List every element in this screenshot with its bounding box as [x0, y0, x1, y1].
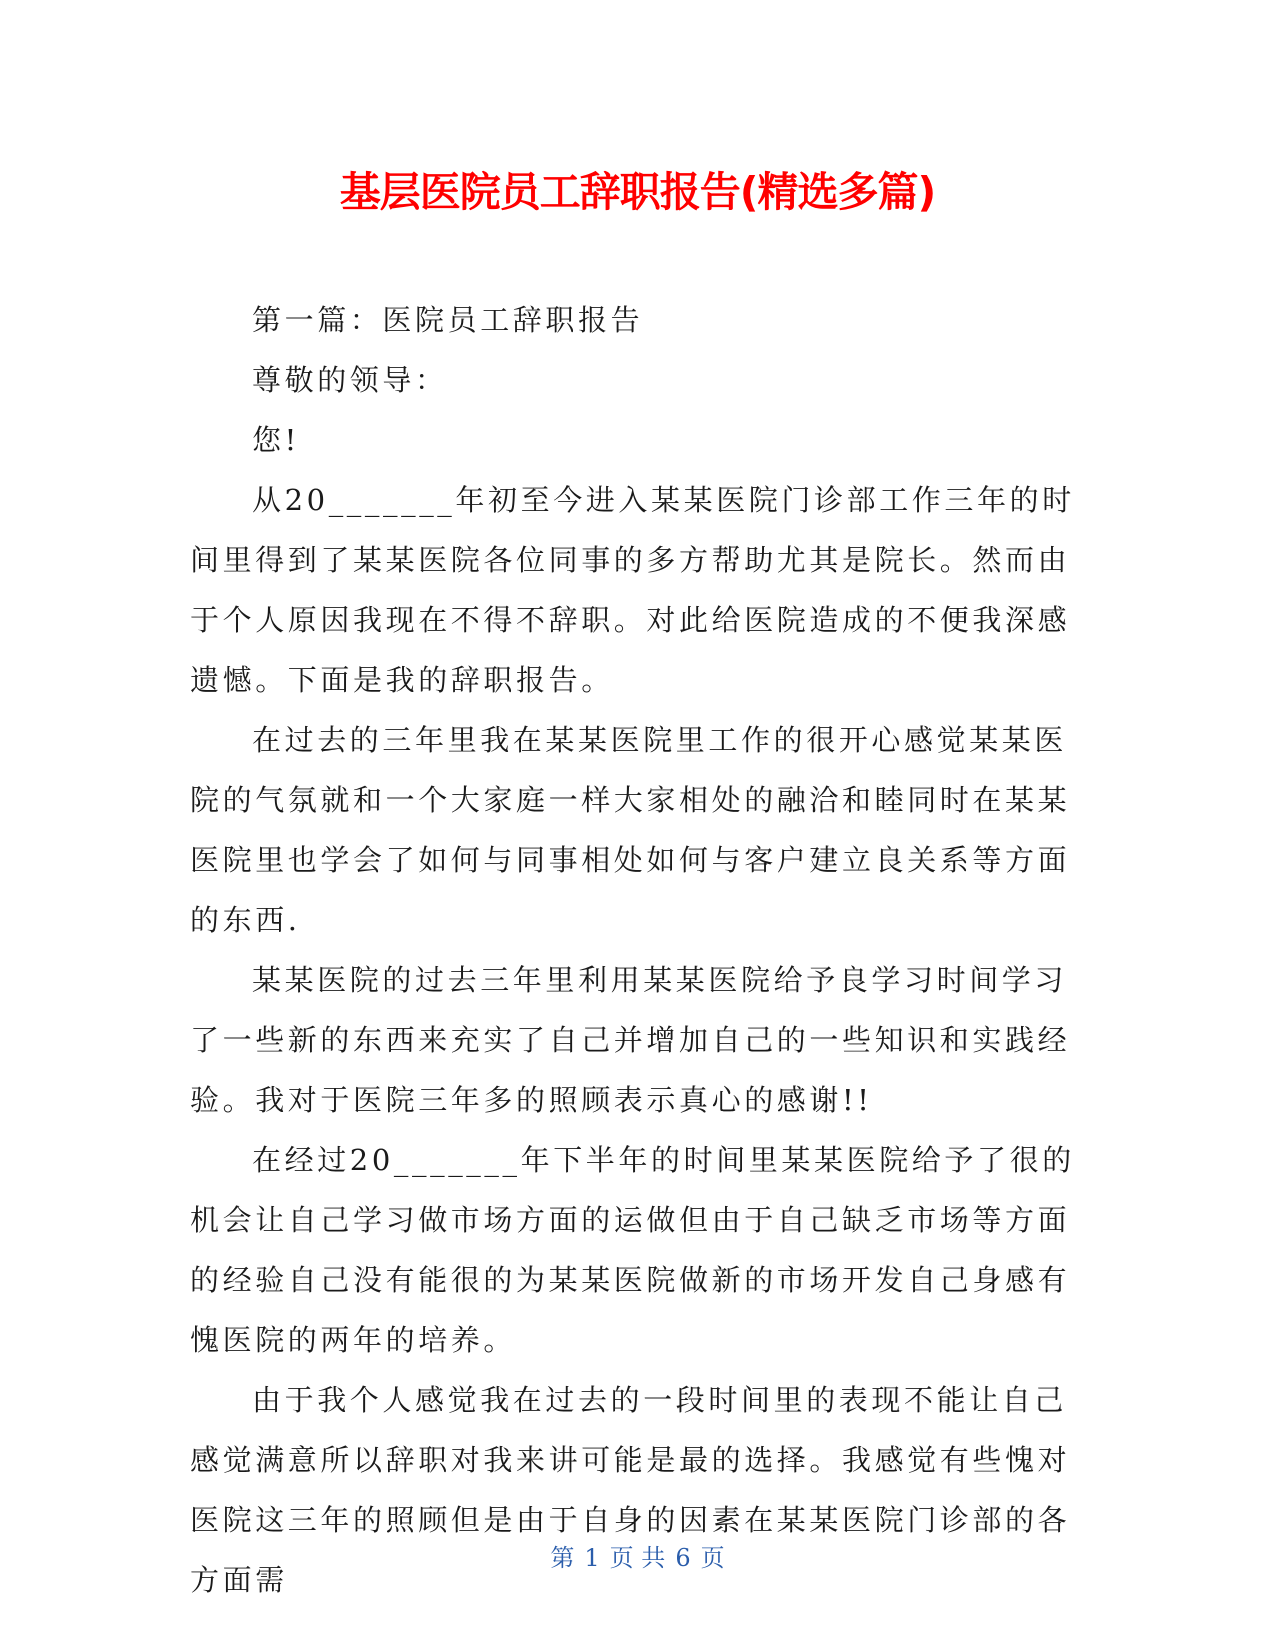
footer-page-number: 1	[584, 1544, 600, 1572]
document-body	[190, 290, 1090, 1610]
paragraph-body-1: 从20_______年初至今进入某某医院门诊部工作三年的时间里得到了某某医院各位同事的多方帮助尤其是院长。然而由于个人原因我现在不得不辞职。对此给医院造成的不便我深感遗憾。下面是我的辞职报告。	[190, 483, 1075, 697]
paragraph-body-3: 某某医院的过去三年里利用某某医院给予良学习时间学习了一些新的东西来充实了自己并增加自己的一些知识和实践经验。我对于医院三年多的照顾表示真心的感谢!!	[190, 963, 1071, 1117]
document-title: 基层医院员工辞职报告(精选多篇)	[339, 168, 936, 216]
footer-suffix: 页	[700, 1544, 725, 1572]
paragraph-body-5: 由于我个人感觉我在过去的一段时间里的表现不能让自己感觉满意所以辞职对我来讲可能是最的选择。我感觉有些愧对医院这三年的照顾但是由于自身的因素在某某医院门诊部的各方面需	[190, 1383, 1071, 1597]
page-footer	[0, 1538, 1275, 1578]
paragraph-salutation: 尊敬的领导：	[252, 363, 448, 397]
footer-prefix: 第	[550, 1544, 575, 1572]
footer-middle: 页 共	[609, 1544, 666, 1572]
paragraph-greeting: 您!	[252, 423, 300, 457]
paragraph-body-2: 在过去的三年里我在某某医院里工作的很开心感觉某某医院的气氛就和一个大家庭一样大家相处的融洽和睦同时在某某医院里也学会了如何与同事相处如何与客户建立良关系等方面的东西.	[190, 723, 1071, 937]
footer-total-pages: 6	[675, 1544, 691, 1572]
paragraph-heading: 第一篇：医院员工辞职报告	[252, 303, 644, 337]
paragraph-body-4: 在经过20_______年下半年的时间里某某医院给予了很的机会让自己学习做市场方面的运做但由于自己缺乏市场等方面的经验自己没有能很的为某某医院做新的市场开发自己身感有愧医院的两年的培养。	[190, 1143, 1075, 1357]
